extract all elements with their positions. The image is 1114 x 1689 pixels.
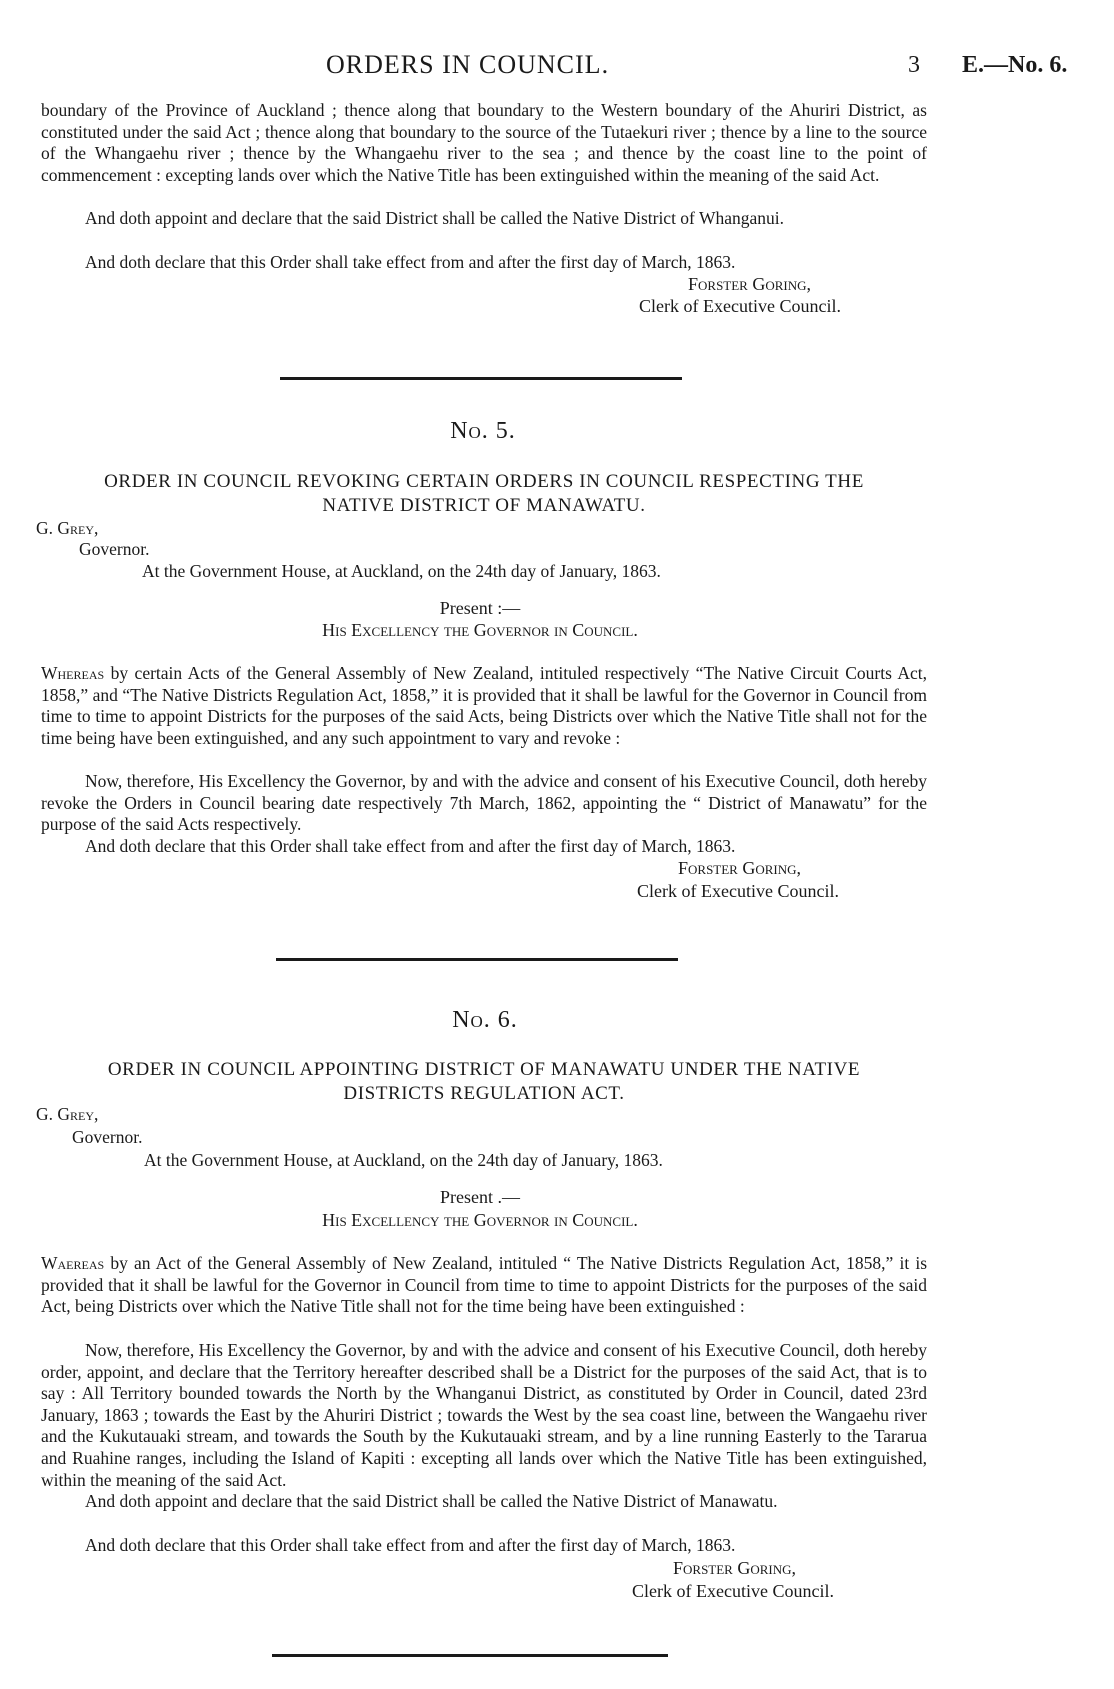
order6-heading — [36, 1058, 932, 1106]
order5-present-label: Present :— — [439, 598, 521, 618]
order6-place-date: At the Government House, at Auckland, on the 24th day of January, 1863. — [144, 1150, 663, 1170]
order5-signature-name: Forster Goring, — [678, 858, 802, 878]
order5-heading-line1: ORDER IN COUNCIL REVOKING CERTAIN ORDERS IN COUNCIL RESPECTING THE — [104, 471, 864, 492]
order5-heading — [36, 470, 932, 518]
order6-present-who: His Excellency the Governor in Council. — [322, 1210, 638, 1230]
order5-whereas-text: by certain Acts of the General Assembly of New Zealand, intituled respectively “The Native Circuit Courts Act, 1858,” and “The Native Districts Regulation Act, 1858,” it is provided that it shall be lawful for the Governor in Council from time to time to appoint Districts for the purposes of the said Acts, being Districts over which the Native Title shall not for the time being have been extinguished, and any such appointment to vary and revoke : — [41, 663, 927, 748]
order5-whereas-paragraph — [41, 663, 927, 749]
order6-governor-title: Governor. — [72, 1127, 143, 1147]
running-head — [0, 50, 1114, 80]
section-divider — [272, 1654, 668, 1657]
order5-heading-line2: NATIVE DISTRICT OF MANAWATU. — [322, 495, 646, 516]
order6-whereas-text: by an Act of the General Assembly of New Zealand, intituled “ The Native Districts Regulation Act, 1858,” it is provided that it shall be lawful for the Governor in Council from time to time to appoint Districts for the purposes of the said Act, being Districts over which the Native Title shall not for the time being have been extinguished : — [41, 1253, 927, 1317]
order4-signature-name: Forster Goring, — [688, 274, 812, 294]
order5-effect-paragraph: And doth declare that this Order shall take effect from and after the first day of March, 1863. — [85, 836, 736, 856]
order5-whereas-word: Whereas — [41, 663, 105, 683]
order6-governor-name: G. Grey, — [36, 1104, 99, 1124]
order6-heading-line2: DISTRICTS REGULATION ACT. — [343, 1083, 625, 1104]
order6-whereas-paragraph — [41, 1253, 927, 1318]
order6-signature-role: Clerk of Executive Council. — [632, 1581, 834, 1601]
order4-signature-role: Clerk of Executive Council. — [639, 296, 841, 316]
order5-now-paragraph: Now, therefore, His Excellency the Governor, by and with the advice and consent of his Executive Council, doth hereby revoke the Orders in Council bearing date respectively 7th March, 1862, appointing the “ District of Manawatu” for the purpose of the said Acts respectively. — [41, 771, 927, 835]
order6-effect-paragraph: And doth declare that this Order shall take effect from and after the first day of March, 1863. — [85, 1535, 736, 1555]
order5-governor-title: Governor. — [79, 539, 150, 559]
section-divider — [276, 958, 678, 961]
order5-present-who: His Excellency the Governor in Council. — [322, 620, 638, 640]
order6-signature-name: Forster Goring, — [673, 1558, 797, 1578]
section-divider — [280, 377, 682, 380]
order5-signature-role: Clerk of Executive Council. — [637, 881, 839, 901]
order5-governor-name: G. Grey, — [36, 518, 99, 538]
paper-reference: E.—No. 6. — [962, 52, 1068, 78]
order6-present-label: Present .— — [440, 1187, 520, 1207]
order6-now-paragraph: Now, therefore, His Excellency the Governor, by and with the advice and consent of his Executive Council, doth hereby order, appoint, and declare that the Territory hereafter described shall be a District for the purposes of the said Act, that is to say : All Territory bounded towards the North by the Whanganui District, as constituted by Order in Council, dated 23rd January, 1863 ; towards the East by the Ahuriri District ; towards the West by the sea coast line, between the Wangaehu river and the Kukutauaki stream, and towards the South by the Kukutauaki stream, and by a line running Easterly to the Tararua and Ruahine ranges, including the Island of Kapiti : excepting all lands over which the Native Title has been extinguished, within the meaning of the said Act. — [41, 1340, 927, 1490]
order4-effect-paragraph: And doth declare that this Order shall take effect from and after the first day of March, 1863. — [85, 252, 736, 272]
order4-appoint-paragraph: And doth appoint and declare that the said District shall be called the Native District of Whanganui. — [85, 208, 784, 228]
running-title: ORDERS IN COUNCIL. — [326, 50, 610, 79]
order4-boundary-paragraph: boundary of the Province of Auckland ; thence along that boundary to the Western boundary of the Ahuriri District, as constituted under the said Act ; thence along that boundary to the source of the Tutaekuri river ; thence by a line to the source of the Whangaehu river ; thence by the Whangaehu river to the sea ; and thence by the coast line to the point of commencement : excepting lands over which the Native Title has been extinguished within the meaning of the said Act. — [41, 100, 927, 185]
order5-number: No. 5. — [450, 418, 516, 444]
order6-number: No. 6. — [452, 1007, 518, 1033]
page-number: 3 — [908, 52, 920, 78]
order6-whereas-word: Waereas — [41, 1253, 105, 1273]
order6-heading-line1: ORDER IN COUNCIL APPOINTING DISTRICT OF MANAWATU UNDER THE NATIVE — [107, 1059, 861, 1080]
order6-appoint-paragraph: And doth appoint and declare that the said District shall be called the Native District of Manawatu. — [85, 1491, 778, 1511]
order5-place-date: At the Government House, at Auckland, on the 24th day of January, 1863. — [142, 561, 661, 581]
